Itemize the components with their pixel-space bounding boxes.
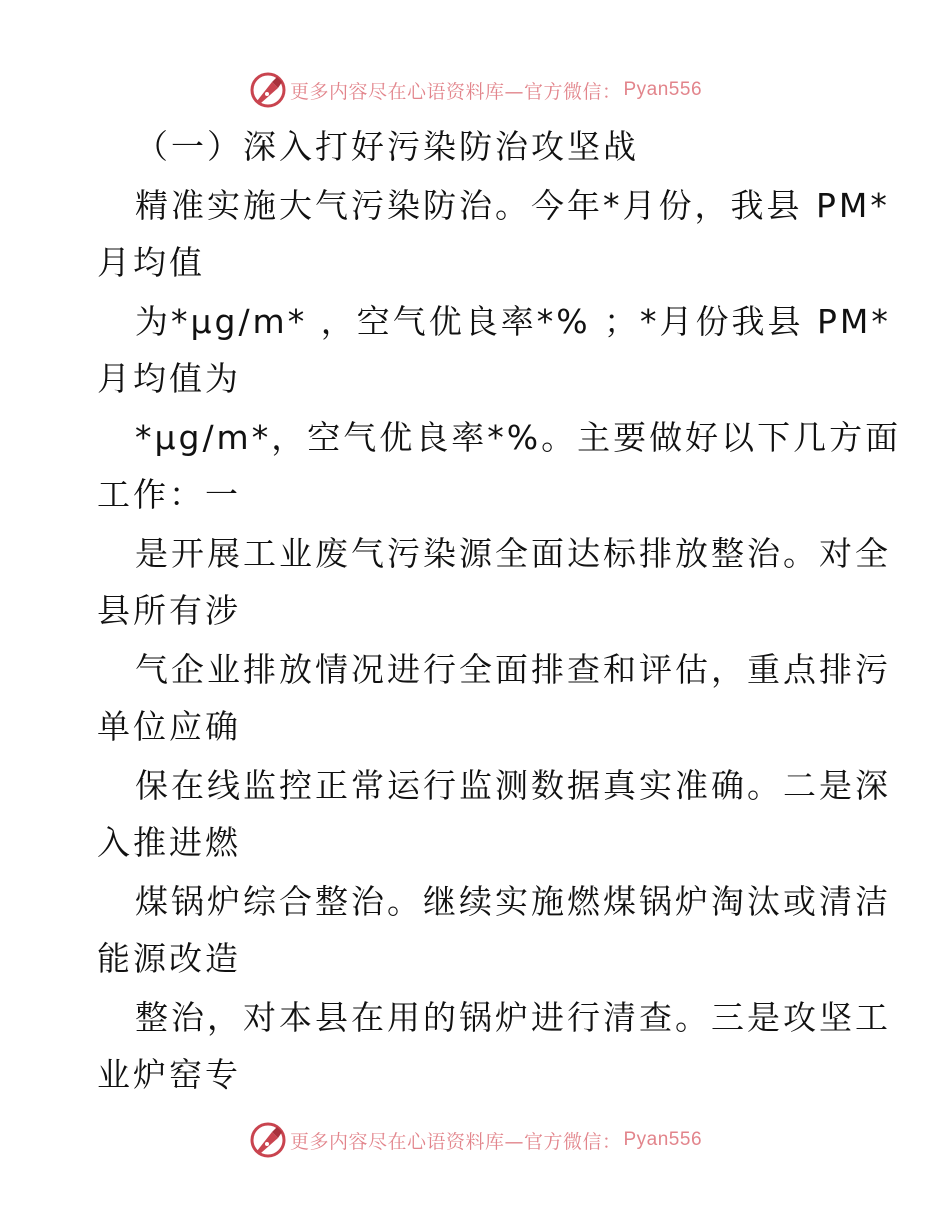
- header-watermark: [0, 68, 950, 112]
- paragraph-line: 是开展工业废气污染源全面达标排放整治。对全: [135, 534, 891, 573]
- watermark-text: 更多内容尽在心语资料库—官方微信：: [289, 80, 622, 103]
- paragraph-line: 为*μg/m* ，空气优良率*% ；*月份我县 PM*: [135, 302, 891, 341]
- paragraph-line: 县所有涉: [97, 591, 241, 630]
- pen-nib-logo-icon: [248, 1120, 288, 1160]
- watermark-text: 更多内容尽在心语资料库—官方微信：: [289, 1130, 622, 1153]
- paragraph-line: 精准实施大气污染防治。今年*月份，我县 PM*: [135, 186, 890, 225]
- paragraph-line: 月均值为: [97, 359, 241, 398]
- paragraph-line: 单位应确: [97, 707, 241, 746]
- pen-nib-logo-icon: [248, 70, 288, 110]
- watermark-wechat-id: Pyan556: [623, 79, 703, 100]
- section-heading: （一）深入打好污染防治攻坚战: [135, 127, 639, 166]
- paragraph-line: 工作：一: [97, 475, 241, 514]
- paragraph-line: 气企业排放情况进行全面排查和评估，重点排污: [135, 650, 891, 689]
- paragraph-line: 煤锅炉综合整治。继续实施燃煤锅炉淘汰或清洁: [135, 882, 891, 921]
- paragraph-line: 能源改造: [97, 939, 241, 978]
- paragraph-line: 整治，对本县在用的锅炉进行清查。三是攻坚工: [135, 998, 891, 1037]
- watermark-wechat-id: Pyan556: [623, 1129, 703, 1150]
- paragraph-line: 入推进燃: [97, 823, 241, 862]
- paragraph-line: 业炉窑专: [97, 1055, 241, 1094]
- footer-watermark: [0, 1118, 950, 1162]
- paragraph-line: 保在线监控正常运行监测数据真实准确。二是深: [135, 766, 891, 805]
- paragraph-line: *μg/m*，空气优良率*%。主要做好以下几方面: [135, 418, 902, 457]
- paragraph-line: 月均值: [97, 243, 205, 282]
